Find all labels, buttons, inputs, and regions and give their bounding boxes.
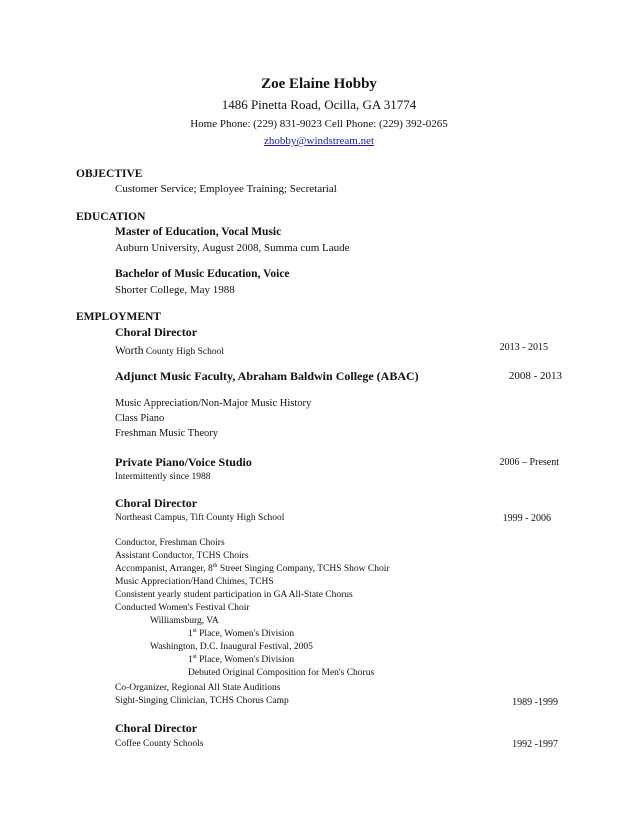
job-duty: Consistent yearly student participation in GA All-State Chorus (115, 590, 353, 600)
job-note: Intermittently since 1988 (115, 472, 211, 482)
job-duty: Conducted Women's Festival Choir (115, 603, 250, 613)
duty-sup: th (212, 562, 218, 569)
job-org: Coffee County Schools (115, 739, 204, 749)
job-duty: Music Appreciation/Non-Major Music History (115, 398, 312, 409)
award-text: Place, Women's Division (196, 629, 295, 639)
email-wrapper (0, 135, 638, 147)
duty-text: Accompanist, Arranger, 8 (115, 564, 213, 574)
job-org-main: Worth (115, 345, 144, 357)
job-org-rest: County High School (143, 347, 224, 357)
job-duty: Assistant Conductor, TCHS Choirs (115, 551, 249, 561)
duty-text: Street Singing Company, TCHS Show Choir (217, 564, 390, 574)
job-dates: 1999 - 2006 (502, 513, 551, 524)
award-text: Place, Women's Division (196, 655, 295, 665)
resume-name: Zoe Elaine Hobby (261, 76, 377, 92)
degree-title: Bachelor of Music Education, Voice (115, 268, 290, 280)
job-dates: 1992 -1997 (512, 739, 558, 750)
job-duty: Freshman Music Theory (115, 428, 219, 439)
job-duty: Sight-Singing Clinician, TCHS Chorus Camp (115, 696, 289, 706)
degree-title: Master of Education, Vocal Music (115, 226, 282, 238)
job-dates: 1989 -1999 (512, 697, 558, 708)
degree-detail: Auburn University, August 2008, Summa cum Laude (115, 242, 350, 254)
job-dates: 2006 – Present (499, 457, 559, 468)
job-title: Adjunct Music Faculty, Abraham Baldwin College (ABAC) (115, 369, 419, 383)
award-sup: st (192, 627, 197, 634)
festival-place: Williamsburg, VA (150, 616, 219, 626)
job-dates: 2013 - 2015 (499, 342, 548, 353)
festival-debut: Debuted Original Composition for Men's Chorus (188, 668, 375, 678)
degree-detail: Shorter College, May 1988 (115, 284, 235, 296)
job-dates: 2008 - 2013 (508, 370, 562, 382)
resume-phones: Home Phone: (229) 831-9023 Cell Phone: (229) 392-0265 (190, 118, 448, 130)
resume-address: 1486 Pinetta Road, Ocilla, GA 31774 (221, 97, 417, 112)
job-duty: Co-Organizer, Regional All State Auditions (115, 683, 281, 693)
festival-place: Washington, D.C. Inaugural Festival, 2005 (150, 642, 313, 652)
job-duty: Class Piano (115, 413, 165, 424)
job-duty: Conductor, Freshman Choirs (115, 538, 225, 548)
education-heading: EDUCATION (76, 211, 146, 223)
employment-heading: EMPLOYMENT (76, 311, 161, 323)
email-link[interactable]: zhobby@windstream.net (263, 135, 375, 147)
award-sup: st (192, 653, 197, 660)
festival-award: 1st Place, Women's Division (188, 653, 295, 665)
job-org (115, 341, 224, 359)
objective-text: Customer Service; Employee Training; Secretarial (115, 183, 337, 195)
job-title: Private Piano/Voice Studio (115, 455, 252, 469)
job-title: Choral Director (115, 325, 198, 339)
job-duty (115, 564, 390, 574)
objective-heading: OBJECTIVE (76, 168, 143, 180)
job-title: Choral Director (115, 721, 198, 735)
festival-award: 1st Place, Women's Division (188, 627, 295, 639)
job-duty: Music Appreciation/Hand Chimes, TCHS (115, 577, 274, 587)
job-title: Choral Director (115, 496, 198, 510)
job-org: Northeast Campus, Tift County High School (115, 513, 285, 523)
